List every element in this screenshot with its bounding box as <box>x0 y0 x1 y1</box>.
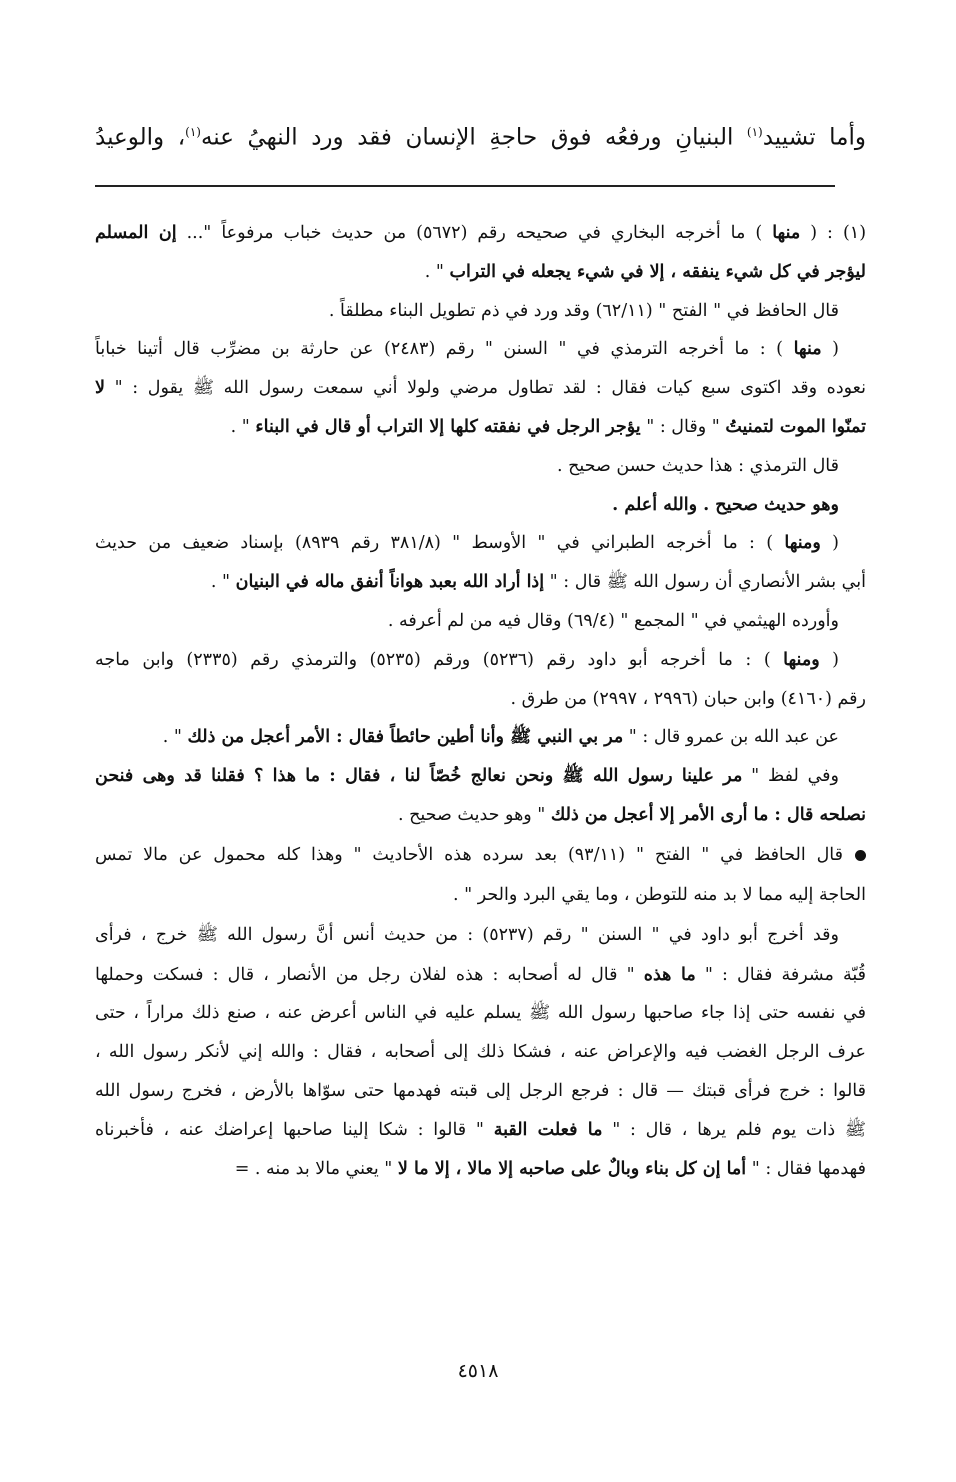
text: قال الحافظ في " الفتح " (٩٣/١١) بعد سرده هذه الأحاديث " وهذا كله محمول عن مالا تمس <box>95 844 843 865</box>
page-number: ٤٥١٨ <box>457 1360 499 1382</box>
text: قالوا : خرج فرأى قبتك — قال : فرجع الرجل إلى قبته فهدمها حتى سوّاها بالأرض ، فخرج رسول الله <box>95 1080 866 1101</box>
bold-text: ومنها <box>784 533 821 554</box>
text: قال الترمذي : هذا حديث حسن صحيح . <box>556 455 839 476</box>
footnote-line <box>95 994 866 1033</box>
text: ﷺ ذات يوم فلم يرها ، قال : " <box>602 1119 866 1140</box>
text: " قالوا : شكا إلينا صاحبها إعراضك عنه ، فأخبرناه <box>95 1119 494 1140</box>
footnote-line <box>95 757 866 796</box>
text: " قال له أصحابه : هذه لفلان رجل من الأنصار ، قال : فسكت وحملها <box>95 964 644 985</box>
text: " يعني مالا بد منه . = <box>234 1158 398 1179</box>
footnote-line <box>95 602 866 641</box>
footnote-line <box>95 214 866 253</box>
main-text-line <box>95 112 866 158</box>
footnote-line <box>95 408 866 447</box>
footnote-line <box>95 1111 866 1150</box>
footnote-line <box>95 1150 866 1189</box>
footnote-line <box>95 253 866 292</box>
bold-text: مر بي النبي ﷺ وأنا أطين حائطاً فقال : الأمر أعجل من ذلك <box>187 727 624 748</box>
footnotes <box>95 214 866 1188</box>
footnote-line <box>95 876 866 915</box>
text: ( <box>819 649 840 670</box>
text: قُبّة مشرفة فقال : " <box>695 964 866 985</box>
footnote-line <box>95 330 866 369</box>
text: ) ما أخرجه البخاري في صحيحه رقم (٥٦٧٢) من حديث خباب مرفوعاً "... <box>176 223 773 243</box>
bold-text: وهو حديث صحيح . والله أعلم . <box>612 494 839 515</box>
bold-text: منها <box>772 223 801 243</box>
text: عن عبد الله بن عمرو قال : " <box>623 727 839 748</box>
main-text-part: ، والوعيدُ <box>95 124 186 151</box>
text: " . <box>424 261 450 282</box>
footnote-line <box>95 915 866 956</box>
bold-text: ما فعلت القبة <box>493 1119 603 1140</box>
text: ) : ما أخرجه الطبراني في " الأوسط " (٣٨١/٨ رقم ٨٩٣٩) بإسناد ضعيف من حديث <box>95 533 785 554</box>
text: ( <box>820 533 840 554</box>
text: " وهو حديث صحيح . <box>397 804 551 825</box>
footnote-ref: (١) <box>185 125 201 139</box>
text: (١) : ( <box>800 223 866 243</box>
text: وأورده الهيثمي في " المجمع " (٦٩/٤) وقال فيه من لم أعرفه . <box>387 610 839 631</box>
bold-text: يؤجر الرجل في نفقته كلها إلا التراب أو قال في البناء <box>255 416 641 437</box>
footnote-line <box>95 1072 866 1111</box>
footnote-line <box>95 641 866 680</box>
footnote-ref: (١) <box>746 125 763 139</box>
bold-text: ومنها <box>783 649 820 670</box>
bold-text: إذا أراد الله بعبد هواناً أنفق ماله في البنيان <box>235 572 545 593</box>
text: " . <box>162 727 188 748</box>
text: وقد أخرج أبو داود في " السنن " رقم (٥٢٣٧) : من حديث أنس أنَّ رسول الله ﷺ خرج ، فرأى <box>95 924 839 945</box>
footnote-line <box>95 563 866 602</box>
main-text-part: وأما تشييد <box>762 124 867 151</box>
text: ) : ما أخرجه الترمذي في " السنن " رقم (٢٤٨٣) عن حارثة بن مضرِّب قال أتينا خباباً <box>95 339 794 360</box>
text: " . <box>230 416 256 437</box>
footnote-line <box>95 486 866 525</box>
footnote-line <box>95 1033 866 1072</box>
footnote-line <box>95 524 866 563</box>
bold-text: ليؤجر في كل شيء ينفقه ، إلا في شيء يجعله في التراب <box>449 261 866 282</box>
bold-text: منها <box>793 339 822 360</box>
bold-text: مر علينا رسول الله ﷺ ونحن نعالج خُصّاً لنا ، فقال : ما هذا ؟ فقلنا قد وهى فنحن <box>95 766 743 787</box>
bold-text: ما هذه <box>643 964 696 985</box>
footnote-line <box>95 680 866 719</box>
bold-text: إن المسلم <box>95 223 177 243</box>
bullet-icon <box>855 850 866 861</box>
footnote-line <box>95 292 866 331</box>
text: فهدمها فقال : " <box>746 1158 866 1179</box>
text: رقم (٤١٦٠) وابن حبان (٢٩٩٦ ، ٢٩٩٧) من طرق . <box>510 688 866 709</box>
footnote-line <box>95 369 866 408</box>
bold-text: نصلحه قال : ما أرى الأمر إلا أعجل من ذلك <box>550 804 866 825</box>
footnote-line <box>95 447 866 486</box>
bold-text: أما إن كل بناء وبالٌ على صاحبه إلا مالا ، إلا ما لا <box>397 1158 747 1179</box>
text: قال الحافظ في " الفتح " (٦٢/١١) وقد ورد في ذم تطويل البناء مطلقاً . <box>328 300 839 321</box>
text: نعوده وقد اكتوى سبع كيات فقال : لقد تطاول مرضي ولولا أني سمعت رسول الله ﷺ يقول : " <box>104 378 866 399</box>
text: ( <box>821 339 839 360</box>
main-text-part: البنيانِ ورفعُه فوق حاجةِ الإنسان فقد ورد النهيُ عنه <box>200 124 747 151</box>
bold-text: تمنّوا الموت لتمنيتُ <box>725 416 866 437</box>
footnote-line <box>95 718 866 757</box>
footnote-line <box>95 956 866 995</box>
text: عرف الرجل الغضب فيه والإعراض عنه ، فشكا ذلك إلى أصحابه ، فقال : والله إني لأنكر رسول الله ، <box>95 1042 866 1063</box>
text: وفي لفظ " <box>742 766 839 787</box>
bold-text: لا <box>95 378 105 399</box>
footnote-line <box>95 796 866 835</box>
text: " . <box>210 572 236 593</box>
text: الحاجة إليه مما لا بد منه للتوطن ، وما يقي البرد والحر " . <box>452 884 866 905</box>
text: ) : ما أخرجه أبو داود رقم (٥٢٣٦) ورقم (٥٢٣٥) والترمذي رقم (٢٣٣٥) وابن ماجه <box>95 649 784 670</box>
text: " وقال : " <box>640 416 726 437</box>
text: أبي بشر الأنصاري أن رسول الله ﷺ قال : " <box>544 572 866 593</box>
text: في نفسه حتى إذا جاء صاحبها رسول الله ﷺ يسلم عليه في الناس أعرض عنه ، صنع ذلك مراراً ، حتى <box>95 1003 866 1024</box>
footnote-line <box>95 835 866 876</box>
footnote-separator <box>95 185 835 187</box>
